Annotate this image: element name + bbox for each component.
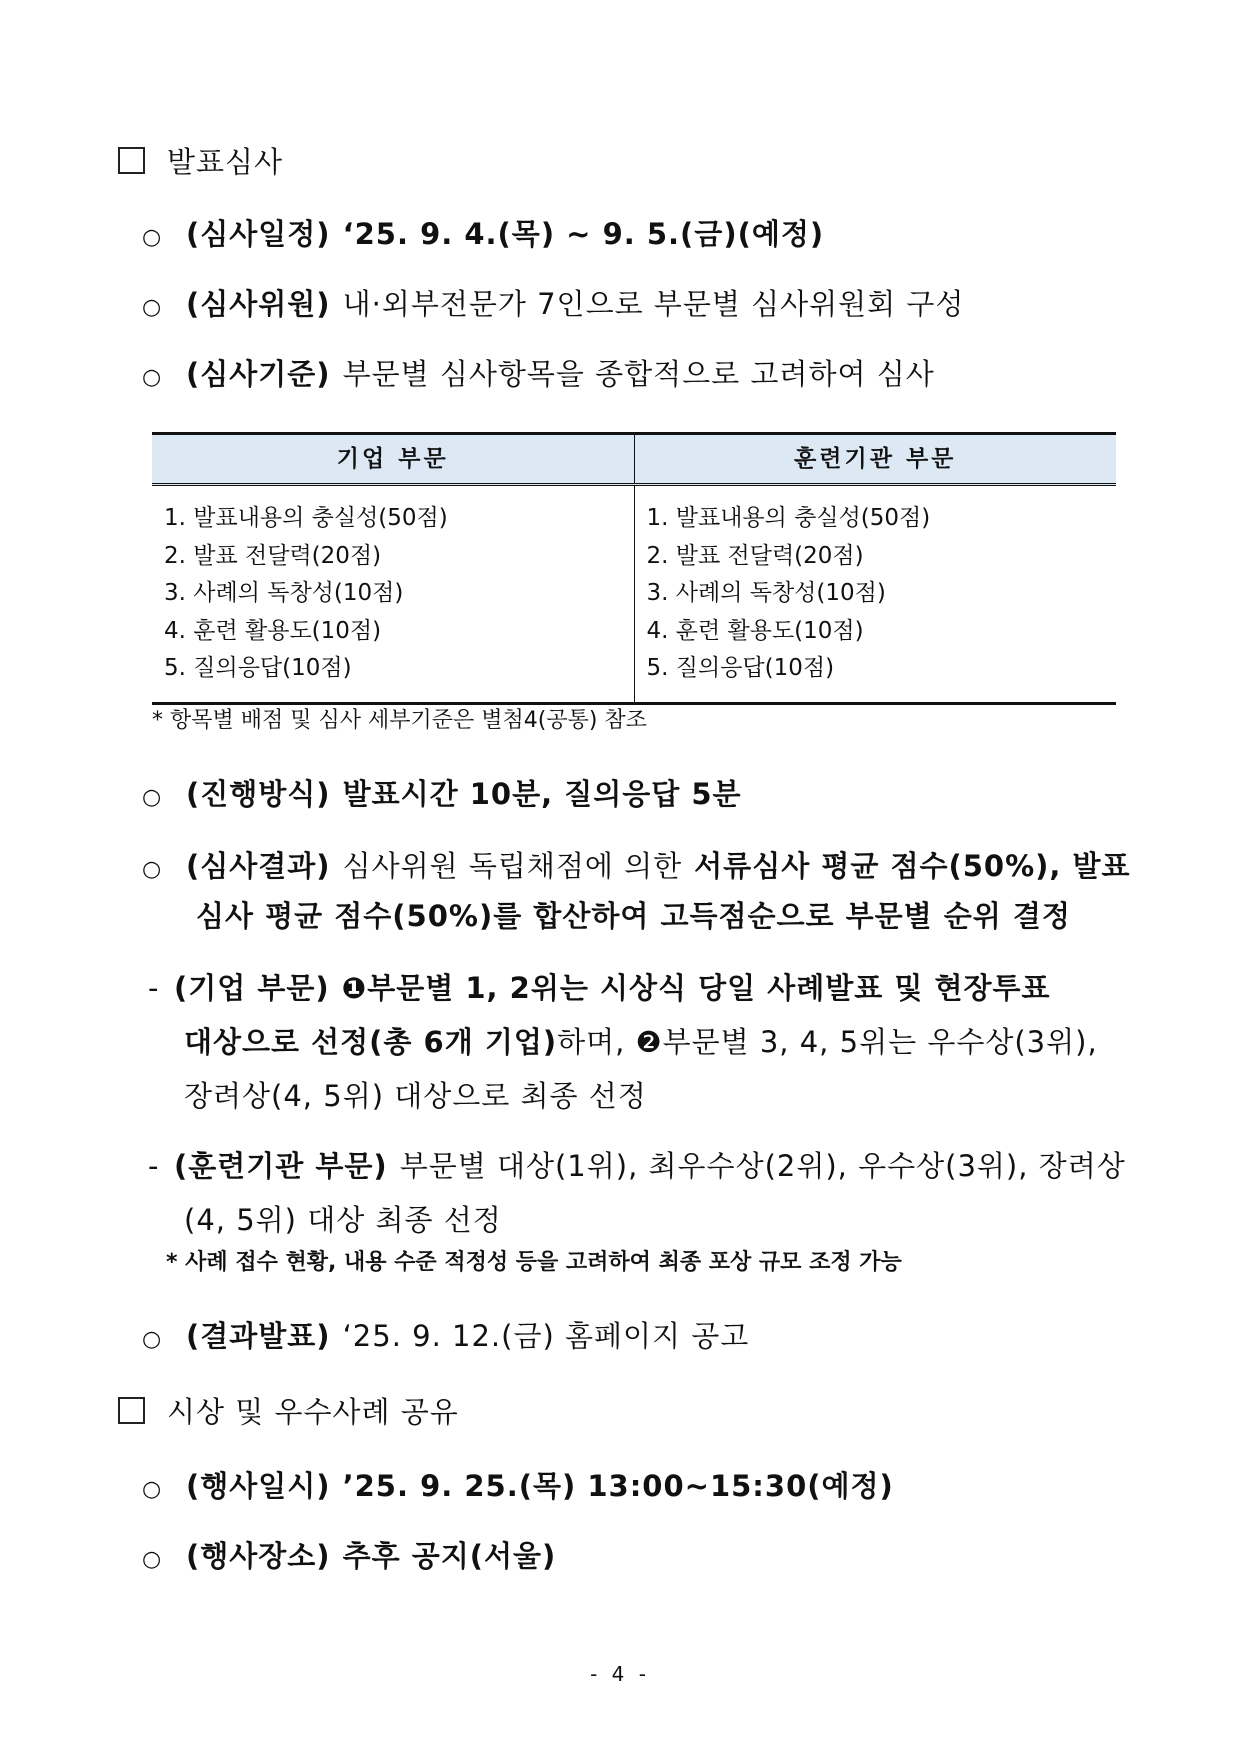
page-number: - 4 -	[590, 1662, 650, 1686]
list-item: 1. 발표내용의 충실성(50점)	[164, 505, 448, 531]
table-body-row	[152, 486, 1116, 702]
circle-bullet-icon: ○	[142, 295, 163, 320]
table-header-row	[152, 435, 1116, 486]
list-item: 4. 훈련 활용도(10점)	[164, 617, 382, 644]
circle-bullet-icon: ○	[142, 785, 163, 810]
method-item: ○ (진행방식) 발표시간 10분, 질의응답 5분	[142, 774, 742, 818]
checkbox-square-icon	[118, 147, 145, 174]
committee-item: ○ (심사위원) 내·외부전문가 7인으로 부문별 심사위원회 구성	[142, 284, 964, 328]
inst-item-line2: (4, 5위) 대상 최종 선정	[184, 1203, 502, 1237]
circle-bullet-icon: ○	[142, 365, 163, 390]
inst-item-line1: - (훈련기관 부문) 부문별 대상(1위), 최우수상(2위), 우수상(3위), 장려상	[148, 1149, 1126, 1183]
criteria-table	[152, 432, 1116, 705]
award-note: * 사례 접수 현황, 내용 수준 적정성 등을 고려하여 최종 포상 규모 조정 가능	[166, 1250, 902, 1275]
checkbox-square-icon	[118, 1397, 145, 1424]
schedule-item: ○ (심사일정) ‘25. 9. 4.(목) ~ 9. 5.(금)(예정)	[142, 214, 824, 258]
list-item: 4. 훈련 활용도(10점)	[646, 617, 864, 644]
table-header-corporate: 기업 부문	[336, 446, 449, 472]
result-item-line2: 심사 평균 점수(50%)를 합산하여 고득점순으로 부문별 순위 결정	[196, 899, 1071, 933]
corp-item-line2: 대상으로 선정(총 6개 기업)하며, ❷부문별 3, 4, 5위는 우수상(3위),	[184, 1025, 1098, 1059]
circle-bullet-icon: ○	[142, 225, 163, 250]
list-item: 2. 발표 전달력(20점)	[646, 542, 864, 569]
table-note: * 항목별 배점 및 심사 세부기준은 별첨4(공통) 참조	[152, 708, 647, 733]
list-item: 5. 질의응답(10점)	[646, 655, 835, 681]
circle-bullet-icon: ○	[142, 857, 163, 882]
result-item-line1: ○ (심사결과) 심사위원 독립채점에 의한 서류심사 평균 점수(50%), 발표	[142, 846, 1131, 890]
circle-bullet-icon: ○	[142, 1547, 163, 1572]
list-item: 3. 사례의 독창성(10점)	[646, 580, 886, 606]
event-time-item: ○ (행사일시) ’25. 9. 25.(목) 13:00~15:30(예정)	[142, 1466, 894, 1510]
corp-item-line3: 장려상(4, 5위) 대상으로 최종 선정	[184, 1079, 647, 1113]
section-heading-presentation: 발표심사	[118, 142, 283, 182]
table-cell-corporate	[152, 486, 634, 702]
table-header-institution: 훈련기관 부문	[634, 435, 1117, 483]
corp-item-line1: - (기업 부문) ❶부문별 1, 2위는 시상식 당일 사례발표 및 현장투표	[148, 971, 1051, 1005]
list-item: 5. 질의응답(10점)	[164, 655, 352, 681]
table-cell-institution	[634, 486, 1117, 702]
list-item: 1. 발표내용의 충실성(50점)	[646, 505, 931, 531]
circle-bullet-icon: ○	[142, 1477, 163, 1502]
list-item: 3. 사례의 독창성(10점)	[164, 580, 404, 606]
circle-bullet-icon: ○	[142, 1327, 163, 1352]
criteria-item: ○ (심사기준) 부문별 심사항목을 종합적으로 고려하여 심사	[142, 354, 935, 398]
event-place-item: ○ (행사장소) 추후 공지(서울)	[142, 1536, 556, 1580]
announce-item: ○ (결과발표) ‘25. 9. 12.(금) 홈페이지 공고	[142, 1316, 749, 1360]
list-item: 2. 발표 전달력(20점)	[164, 542, 382, 569]
section-heading-awards: 시상 및 우수사례 공유	[118, 1392, 459, 1432]
